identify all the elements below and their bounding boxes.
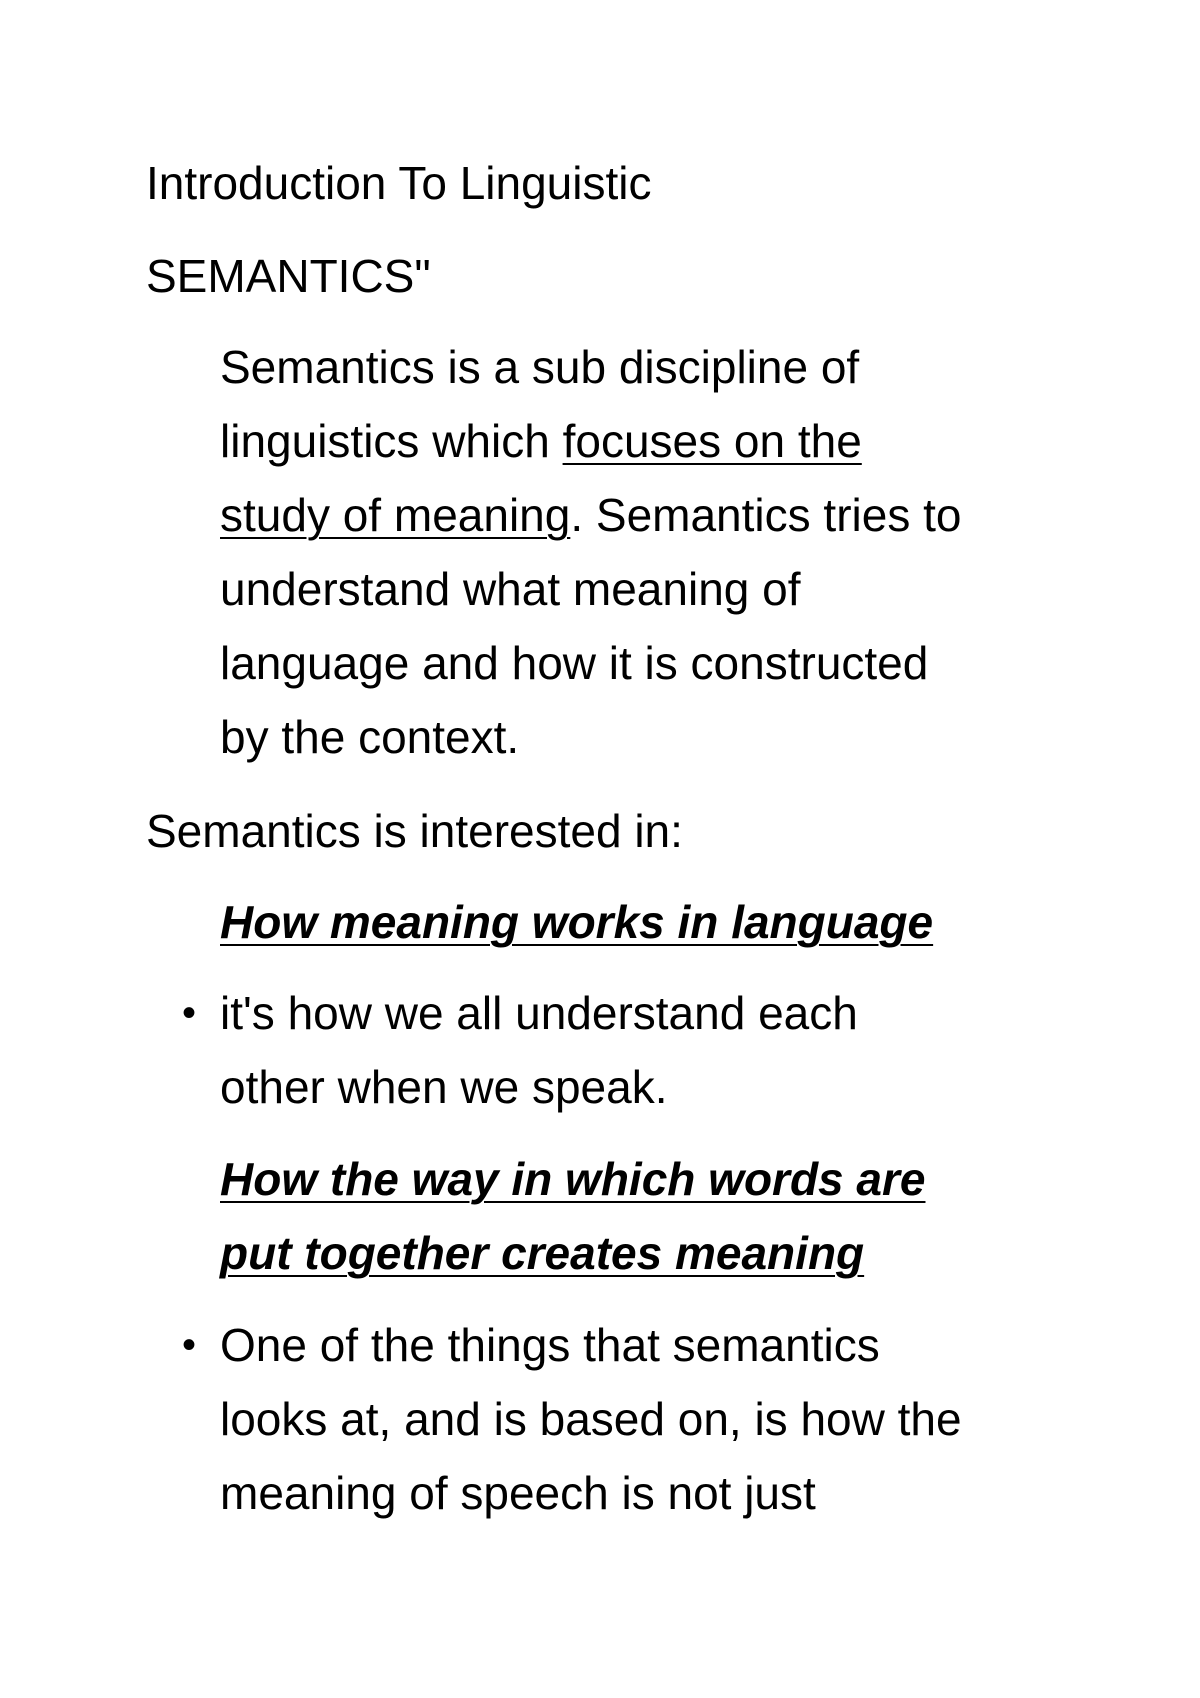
bullet-line: other when we speak.	[220, 1061, 668, 1113]
bullet-line: One of the things that semantics	[220, 1319, 880, 1371]
definition-text: . Semantics tries to	[570, 489, 962, 541]
topic-heading	[220, 885, 933, 959]
bullet-line: meaning of speech is not just	[220, 1467, 816, 1519]
underlined-phrase: focuses on the	[562, 415, 862, 467]
interests-intro: Semantics is interested in:	[146, 805, 683, 857]
bullet-line: it's how we all understand each	[220, 987, 858, 1039]
bullet-line: looks at, and is based on, is how the	[220, 1393, 962, 1445]
underlined-phrase: study of meaning	[220, 489, 571, 541]
definition-line: Semantics is a sub discipline of	[220, 341, 860, 393]
bullet-icon: •	[182, 991, 197, 1035]
definition-line: understand what meaning of	[220, 563, 801, 615]
bullet-icon: •	[182, 1323, 197, 1367]
definition-line	[220, 404, 862, 478]
document-title: Introduction To Linguistic	[146, 157, 652, 209]
definition-line: by the context.	[220, 711, 520, 763]
section-heading: SEMANTICS"	[146, 250, 431, 302]
definition-text: linguistics which	[220, 415, 563, 467]
topic-heading-text: How the way in which words are	[220, 1153, 926, 1205]
definition-line	[220, 478, 961, 552]
topic-heading-text: put together creates meaning	[220, 1227, 865, 1279]
topic-heading	[220, 1216, 864, 1290]
definition-line: language and how it is constructed	[220, 637, 929, 689]
topic-heading	[220, 1142, 925, 1216]
topic-heading-text: How meaning works in language	[220, 896, 934, 948]
